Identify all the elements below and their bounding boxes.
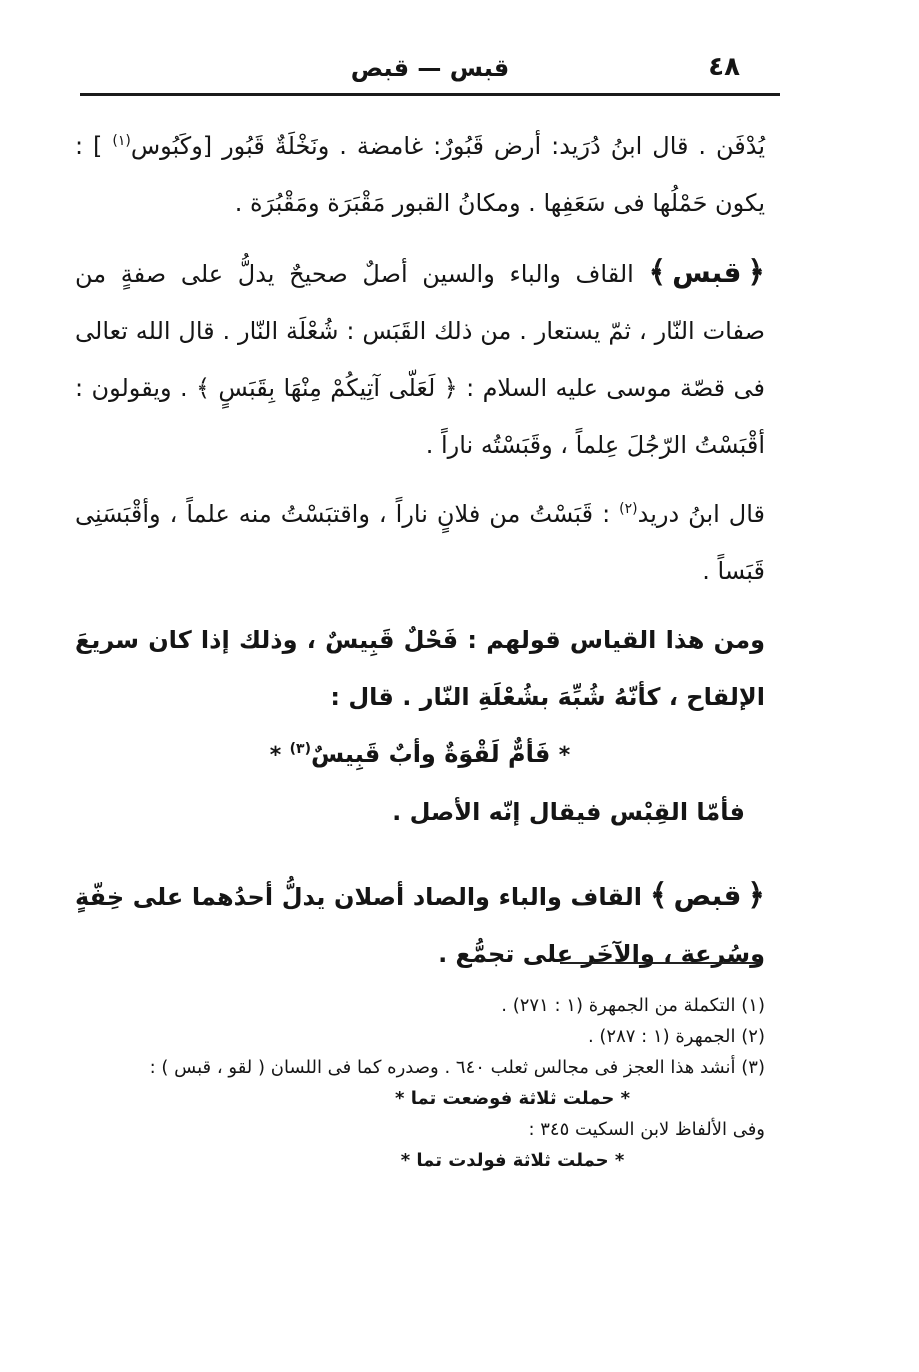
paragraph-qiyas: ومن هذا القياس قولهم : فَحْلٌ قَبِيسٌ ، وذلك إذا كان سريعَ الإلقاح ، كأنّهُ شُبِّهَ بشُعْلَةِ النّار . قال : <box>75 626 765 711</box>
entry-qbs <box>75 244 765 474</box>
footnote-verse: * حملت ثلاثة فوضعت تما * <box>395 1088 630 1109</box>
verse-text: فَأمٌّ لَقْوَةٌ وأبٌ قَبِيسٌ <box>310 740 551 768</box>
entry-text: القاف والباء والسين أصلٌ صحيحٌ يدلُّ على صفةٍ من صفات النّار ، ثمّ يستعار . من ذلك القَبَس : شُعْلَة النّار . قال الله تعالى فى قصّة موسى عليه السلام : ﴿ لَعَلّى آتِيكُمْ مِنْهَا بِقَبَسٍ ﴾ . ويقولون : أقْبَسْتُ الرّجُلَ عِلماً ، وقَبَسْتُه ناراً . <box>75 260 765 459</box>
footnote-rule <box>560 962 760 964</box>
star-marker: * <box>558 743 571 768</box>
entry-headword: ﴿قبص﴾ <box>649 878 765 913</box>
headword-qbs: قبس <box>672 256 742 289</box>
header-rule <box>80 93 780 96</box>
paragraph-qibs: فأمّا القِبْس فيقال إنّه الأصل . <box>392 798 745 826</box>
footnote-verse: * حملت ثلاثة فولدت تما * <box>400 1150 625 1171</box>
main-text <box>75 118 765 983</box>
footnotes <box>140 990 765 1176</box>
paragraph-text: : قَبَسْتُ من فلانٍ ناراً ، واقتبَسْتُ منه علماً ، وأقْبَسَنِى قَبَساً . <box>75 500 765 585</box>
footnote-ref: (٣) <box>289 741 311 757</box>
paragraph-text: ] : يكون حَمْلُها فى سَعَفِها . ومكانُ القبور مَقْبَرَة ومَقْبُرَة . <box>75 132 765 217</box>
entry-text: القاف والباء والصاد أصلان يدلُّ أحدُهما على خِفّةٍ وسُرعة ، والآخَر على تجمُّع . <box>75 883 765 968</box>
entry-headword: ﴿قبس﴾ <box>648 255 765 290</box>
footnote-ref: (١) <box>112 133 131 149</box>
footnote-3-continued: وفى الألفاظ لابن السكيت ٣٤٥ : <box>528 1119 765 1140</box>
paragraph-ibn-durayd <box>75 486 765 600</box>
paragraph-text: يُدْفَن . قال ابنُ دُرَيد: أرض قَبُورٌ: غامضة . ونَخْلَةٌ قَبُور [وكَبُوس <box>130 132 766 160</box>
page-header <box>80 44 780 88</box>
footnote-2: (٢) الجمهرة (١ : ٢٨٧) . <box>587 1026 765 1047</box>
star-marker: * <box>269 743 282 768</box>
running-title: قبس — قبص <box>350 54 510 82</box>
paragraph-text: قال ابنُ دريد <box>637 500 766 528</box>
verse-line <box>75 726 765 784</box>
paragraph-continuation <box>75 118 765 232</box>
page-number: ٤٨ <box>708 52 740 82</box>
footnote-1: (١) التكملة من الجمهرة (١ : ٢٧١) . <box>501 995 765 1016</box>
footnote-ref: (٢) <box>619 501 638 517</box>
headword-qbs-sad: قبص <box>673 879 742 912</box>
footnote-3: (٣) أنشد هذا العجز فى مجالس ثعلب ٦٤٠ . وصدره كما فى اللسان ( لقو ، قبس ) : <box>149 1057 765 1078</box>
entry-qbs-sad <box>75 867 765 983</box>
